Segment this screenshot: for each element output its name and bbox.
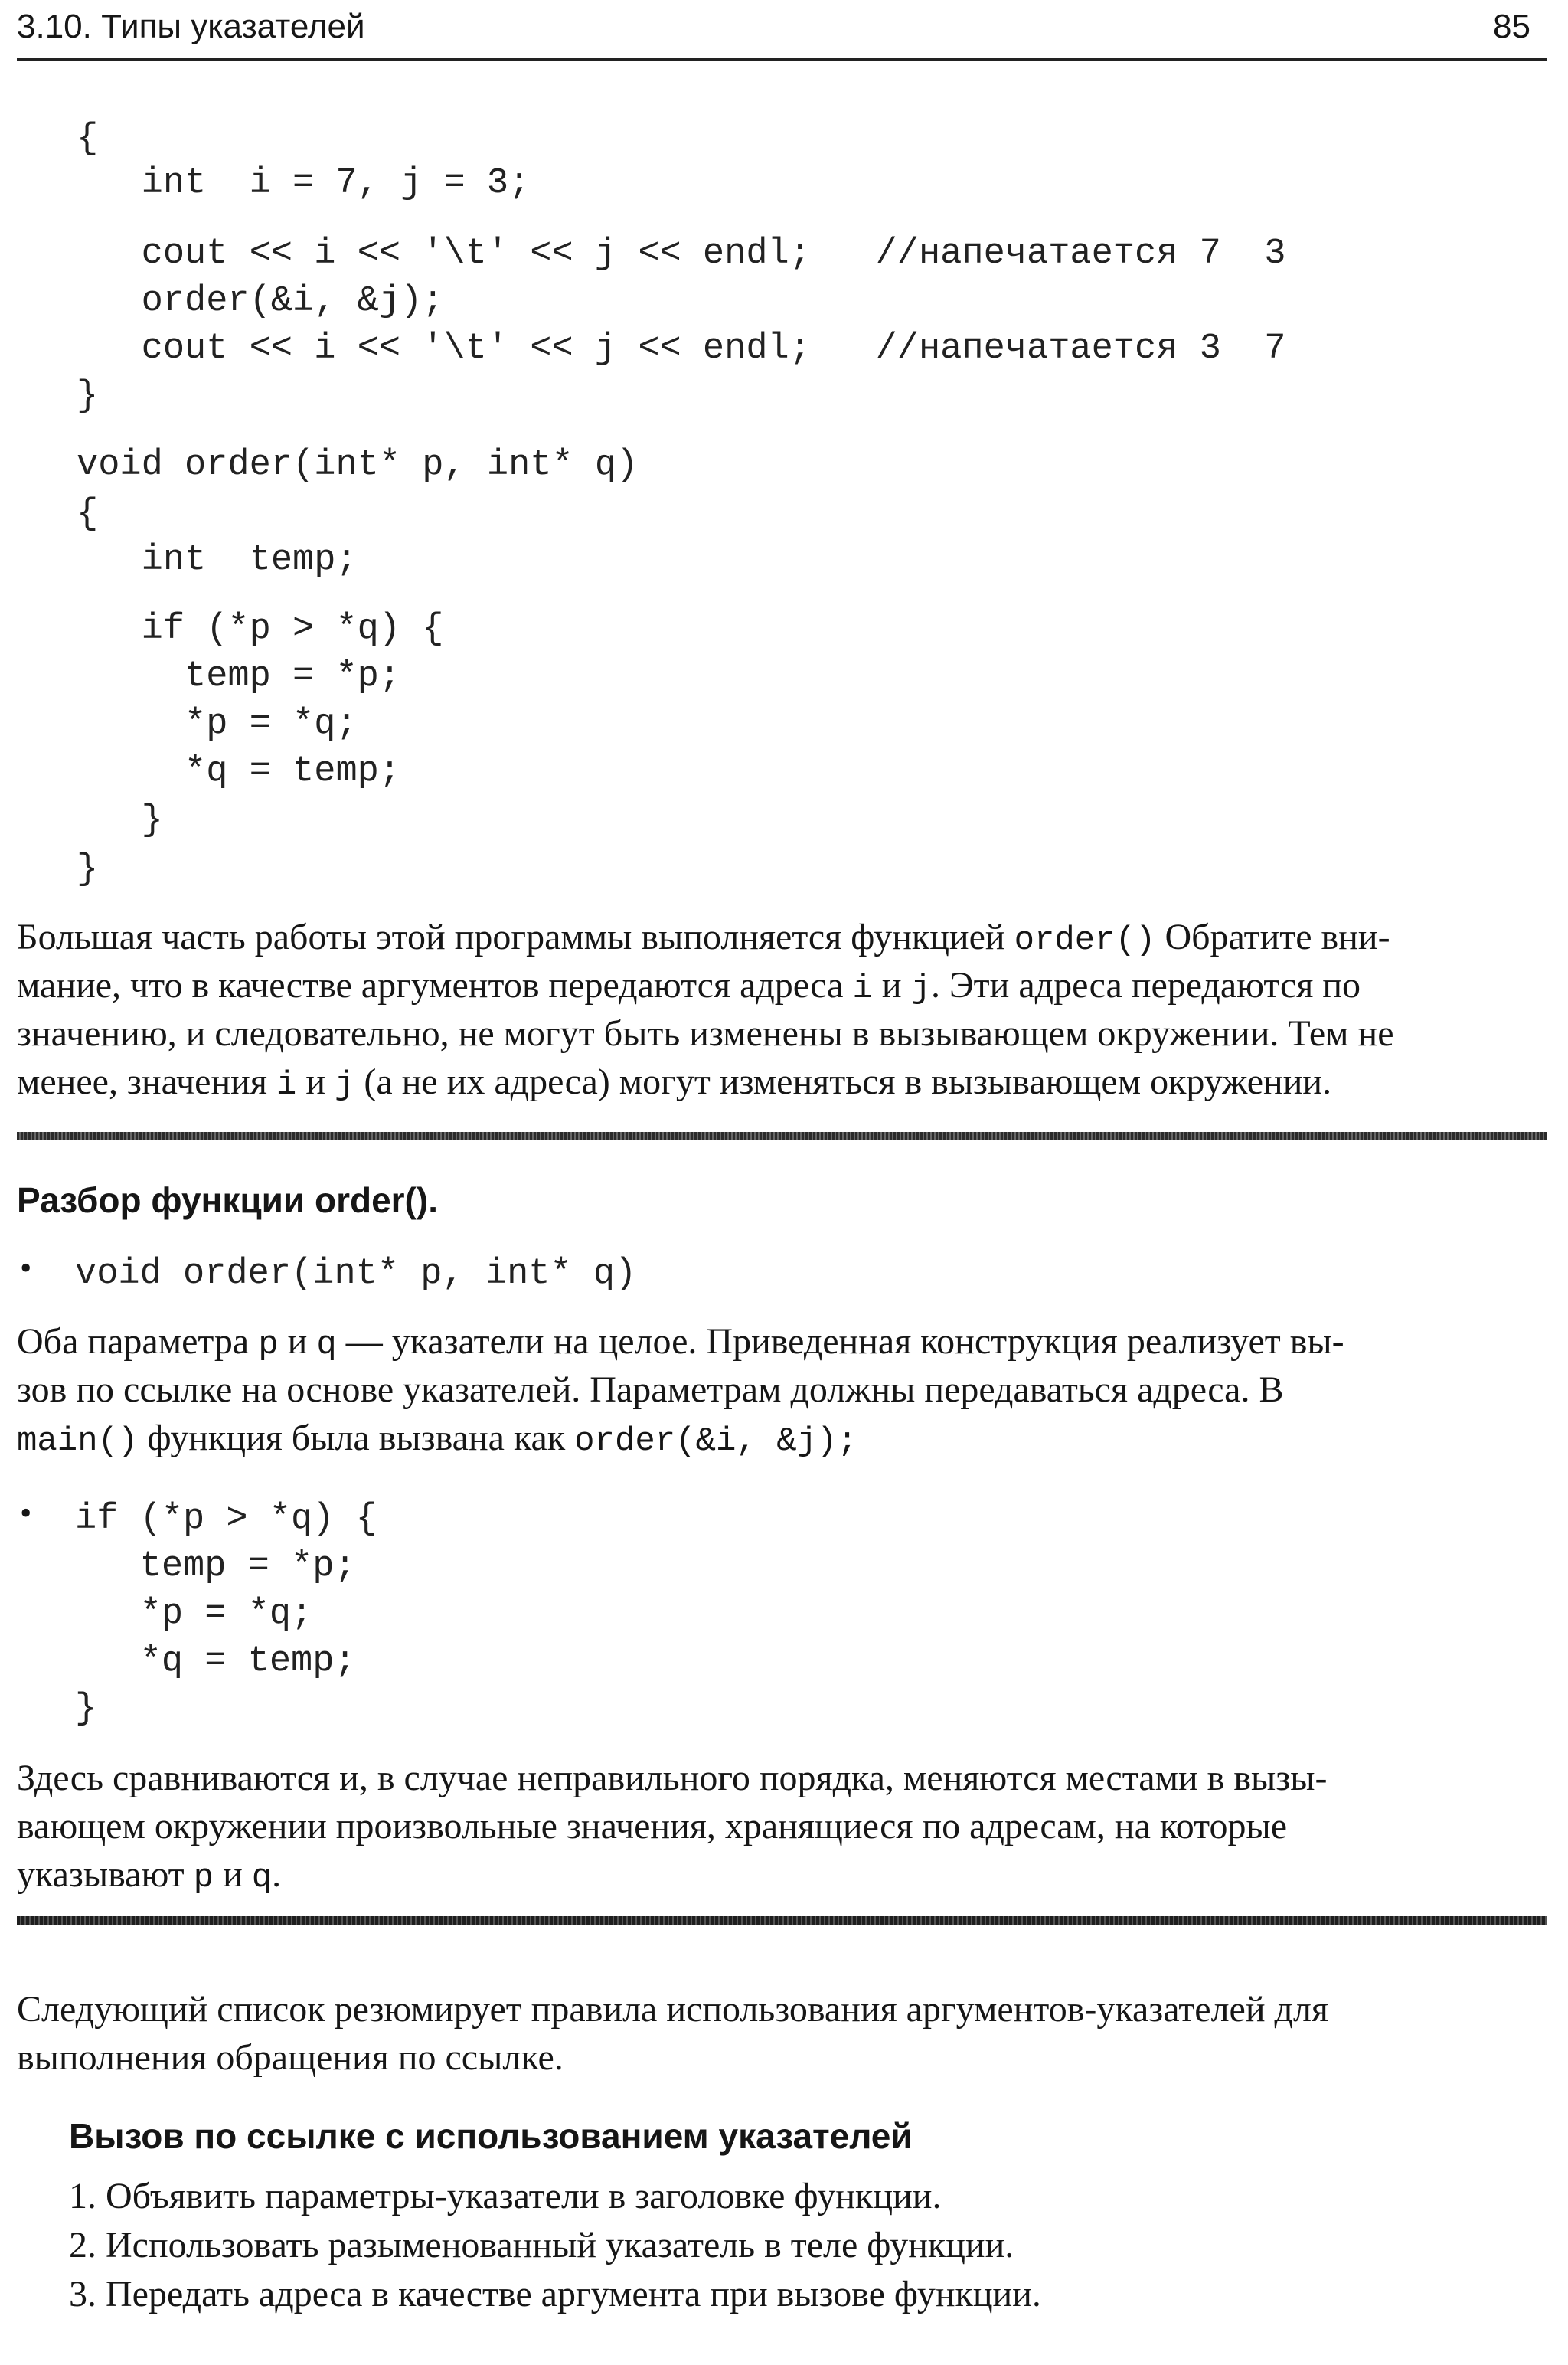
- paragraph-line: значению, и следовательно, не могут быть изменены в вызывающем окружении. Тем не: [17, 1013, 1394, 1054]
- list-item: 2. Использовать разыменованный указатель в теле функции.: [69, 2225, 1014, 2265]
- section-title: 3.10. Типы указателей: [17, 8, 365, 45]
- code-line: int temp;: [77, 540, 358, 581]
- paragraph-line: зов по ссылке на основе указателей. Параметрам должны передаваться адреса. В: [17, 1369, 1284, 1410]
- code-line: {: [77, 494, 99, 535]
- paragraph-line: Здесь сравниваются и, в случае неправильного порядка, меняются местами в вызы-: [17, 1758, 1328, 1798]
- code-line: *q = temp;: [77, 751, 401, 792]
- paragraph-line: вающем окружении произвольные значения, хранящиеся по адресам, на которые: [17, 1806, 1288, 1847]
- bullet-code-line: if (*p > *q) {: [75, 1499, 377, 1539]
- bullet-code-line: *q = temp;: [75, 1641, 356, 1682]
- paragraph-line: указывают p и q.: [17, 1854, 282, 1897]
- code-line: if (*p > *q) {: [77, 609, 444, 649]
- paragraph-line: Большая часть работы этой программы выполняется функцией order() Обратите вни-: [17, 917, 1390, 960]
- box-top-rule: [17, 1132, 1547, 1140]
- code-line: order(&i, &j);: [77, 281, 444, 322]
- code-line: *p = *q;: [77, 704, 358, 744]
- rules-heading: Вызов по ссылке с использованием указателей: [69, 2116, 913, 2156]
- box-bottom-rule: [17, 1916, 1547, 1925]
- paragraph-line: выполнения обращения по ссылке.: [17, 2037, 564, 2078]
- code-line: cout << i << '\t' << j << endl; //напечатается 3 7: [77, 329, 1286, 369]
- paragraph-line: Оба параметра p и q — указатели на целое. Приведенная конструкция реализует вы-: [17, 1321, 1344, 1364]
- list-item: 1. Объявить параметры-указатели в заголовке функции.: [69, 2176, 942, 2216]
- paragraph-line: Следующий список резюмирует правила использования аргументов-указателей для: [17, 1989, 1328, 2030]
- code-line: }: [77, 800, 163, 841]
- page-number: 85: [1493, 8, 1530, 45]
- code-line: cout << i << '\t' << j << endl; //напечатается 7 3: [77, 234, 1286, 274]
- code-line: }: [77, 376, 99, 417]
- paragraph-line: main() функция была вызвана как order(&i, &j);: [17, 1418, 858, 1461]
- bullet-code: void order(int* p, int* q): [75, 1254, 637, 1294]
- code-line: temp = *p;: [77, 656, 401, 697]
- paragraph-line: менее, значения i и j (а не их адреса) могут изменяться в вызывающем окружении.: [17, 1061, 1332, 1104]
- code-line: {: [77, 119, 99, 159]
- bullet-icon: •: [20, 1494, 32, 1532]
- bullet-code-line: *p = *q;: [75, 1594, 313, 1634]
- code-line: }: [77, 849, 99, 890]
- bullet-code-line: temp = *p;: [75, 1546, 356, 1587]
- box-title: Разбор функции order().: [17, 1180, 438, 1220]
- paragraph-line: мание, что в качестве аргументов передаются адреса i и j. Эти адреса передаются по: [17, 965, 1361, 1008]
- bullet-icon: •: [20, 1249, 32, 1287]
- header-rule: [17, 58, 1547, 61]
- bullet-code-line: }: [75, 1689, 97, 1729]
- code-line: void order(int* p, int* q): [77, 445, 639, 486]
- list-item: 3. Передать адреса в качестве аргумента при вызове функции.: [69, 2274, 1041, 2314]
- code-line: int i = 7, j = 3;: [77, 163, 531, 204]
